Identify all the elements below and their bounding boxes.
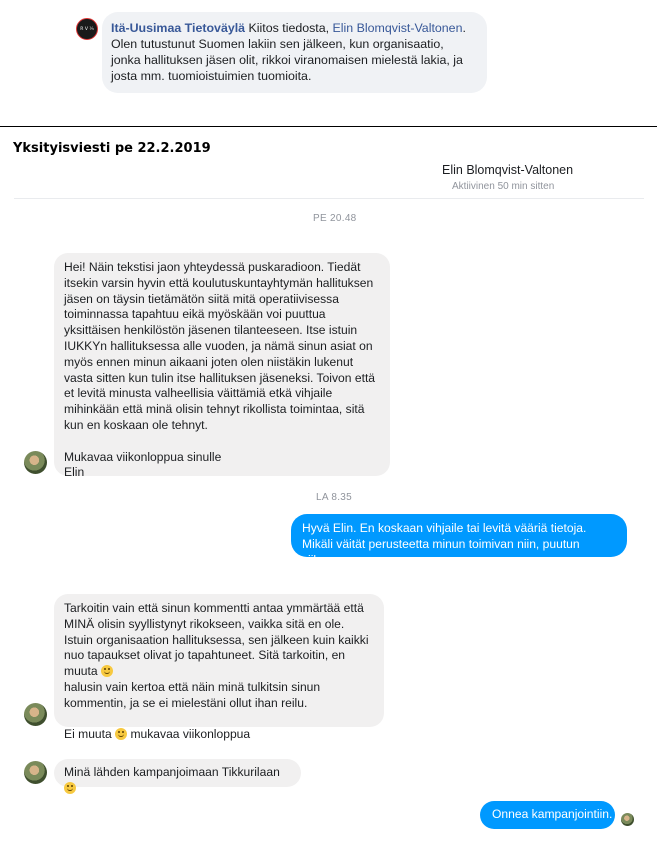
message-timestamp: PE 20.48 <box>313 213 357 224</box>
comment-bubble <box>102 12 487 93</box>
comment-mention-link[interactable]: Elin Blomqvist-Valtonen <box>332 21 463 35</box>
message-text: Tarkoitin vain että sinun kommentti antaa ymmärtää että MINÄ olisin syyllistynyt rikokseen, vaikka sitä en ole. Istuin organisaation hallituksessa, sen jälkeen kuin kaikki nuo tapaukset olivat jo tapahtuneet. Sitä tarkoitin, en muuta <box>64 601 369 679</box>
contact-name[interactable]: Elin Blomqvist-Valtonen <box>442 163 574 177</box>
smile-emoji-icon <box>101 665 113 677</box>
outgoing-message[interactable]: Onnea kampanjointiin. <box>480 801 615 829</box>
smile-emoji-icon <box>115 728 127 740</box>
header-divider <box>14 198 644 199</box>
contact-avatar[interactable] <box>24 451 47 474</box>
comment-text: Kiitos tiedosta, <box>245 21 333 35</box>
message-text: mukavaa viikonloppua <box>127 727 251 742</box>
message-timestamp: LA 8.35 <box>316 492 353 503</box>
comment-text-continued: . Olen tutustunut Suomen lakiin sen jälkeen, kun organisaatio, jonka hallituksen jäsen olit, rikkoi viranomaisen mielestä lakia, ja josta mm. tuomioistuimien tuomioita. <box>111 21 466 83</box>
message-text: Minä lähden kampanjoimaan Tikkurilaan <box>64 765 280 779</box>
incoming-message[interactable]: Hei! Näin tekstisi jaon yhteydessä puskaradioon. Tiedät itsekin varsin hyvin että koulutuskuntayhtymän hallituksen jäsen on täysin tietämätön siitä mitä operatiivisessa toiminnassa tapahtuu eikä myöskään voi puuttua yksittäisen henkilöstön jäsenen tilanteeseen. Itse istuin IUKKYn hallituksessa alle vuoden, ja nämä sinun asiat on myös ennen minun aikaani joten olen niistäkin lukenut vasta sitten kun tulin itse hallituksen jäseneksi. Toivon että et levitä minusta valheellisia väittämiä etkä vihjaile mihinkään että minä olisin tehnyt rikollista toimintaa, sitä kun en koskaan ole tehnyt. Mukavaa viikonloppua sinulle Elin <box>54 253 390 476</box>
message-text: halusin vain kertoa että näin minä tulkitsin sinun kommentin, ja se ei mielestäni ollut ihan reilu. Ei muuta <box>64 679 321 742</box>
contact-avatar[interactable] <box>24 703 47 726</box>
contact-avatar[interactable] <box>24 761 47 784</box>
incoming-message[interactable] <box>54 759 301 787</box>
read-receipt-avatar <box>621 813 634 826</box>
section-divider <box>0 126 657 127</box>
page-avatar[interactable]: R V ⅓ <box>76 18 98 40</box>
smile-emoji-icon <box>64 782 76 794</box>
comment-author-link[interactable]: Itä-Uusimaa Tietoväylä <box>111 21 246 35</box>
section-title: Yksityisviesti pe 22.2.2019 <box>13 141 211 156</box>
outgoing-message[interactable]: Hyvä Elin. En koskaan vihjaile tai levitä vääriä tietoja. Mikäli väität perusteetta minun toimivan niin, puutun siihen. <box>291 514 627 557</box>
contact-status: Aktiivinen 50 min sitten <box>452 181 555 192</box>
incoming-message[interactable] <box>54 594 384 742</box>
